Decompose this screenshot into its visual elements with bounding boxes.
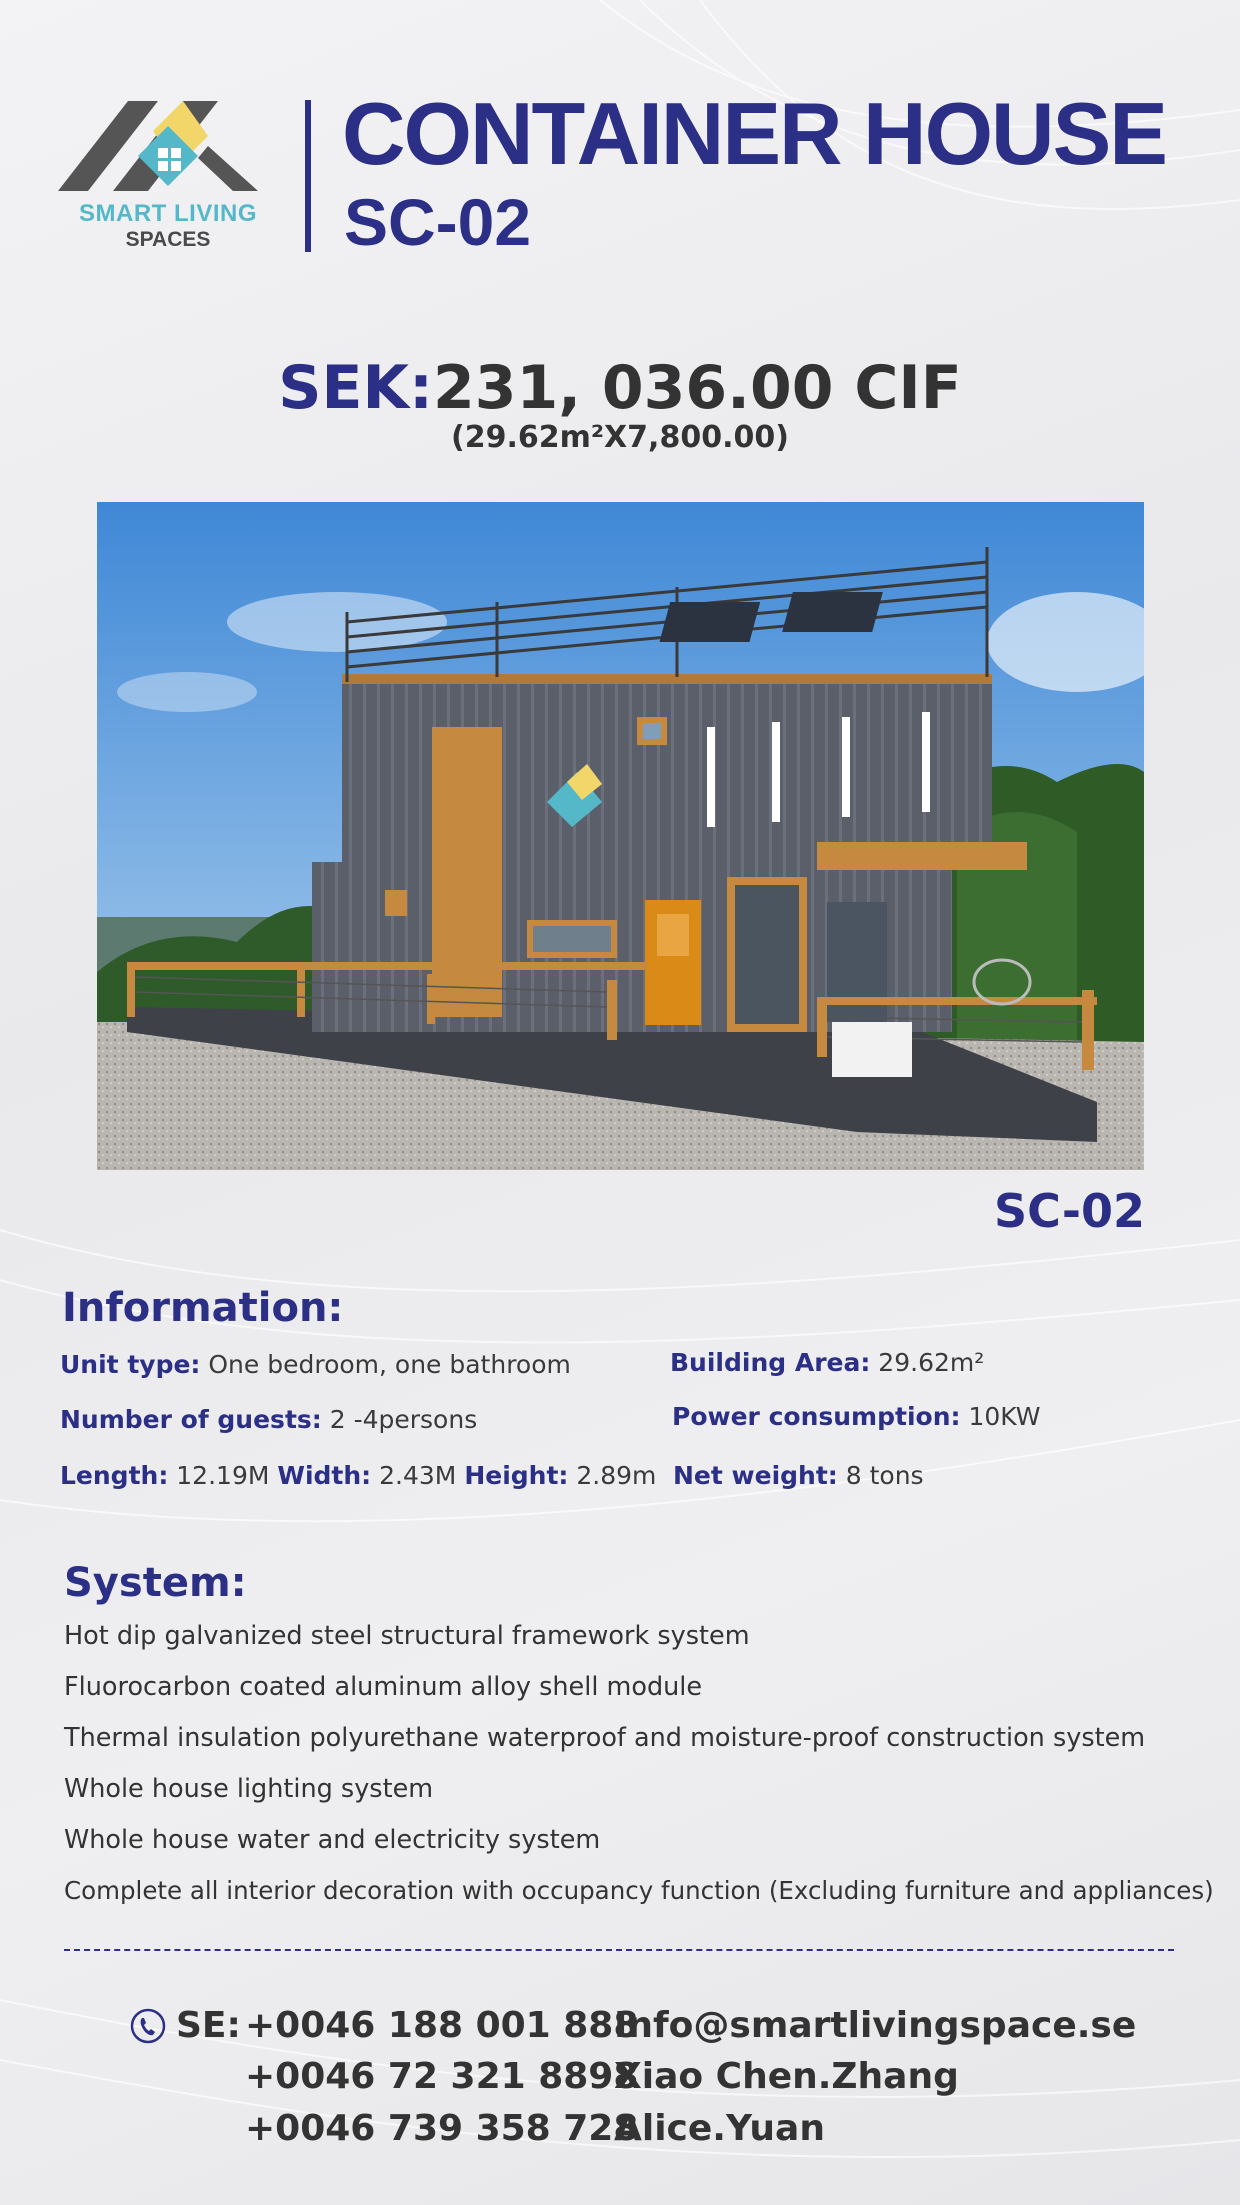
model-code: SC-02 <box>344 185 532 259</box>
system-heading: System: <box>64 1560 247 1606</box>
number-of-guests <box>60 1405 477 1434</box>
list-item: Thermal insulation polyurethane waterproof and moisture-proof construction system <box>64 1723 1146 1753</box>
power-consumption <box>672 1402 1040 1431</box>
contact-name: Alice.Yuan <box>614 2108 825 2149</box>
email-link[interactable]: Info@smartlivingspace.se <box>614 2005 1137 2046</box>
phone-number[interactable]: +0046 739 358 728 <box>245 2108 639 2149</box>
logo-mark-icon <box>58 96 278 196</box>
phone-number[interactable]: +0046 188 001 888 <box>245 2005 639 2046</box>
list-item: Whole house lighting system <box>64 1774 434 1804</box>
container-house-photo <box>97 502 1144 1170</box>
power-value: 10KW <box>960 1402 1041 1431</box>
price-line <box>0 350 1240 426</box>
company-logo <box>58 96 278 256</box>
region-label: SE: <box>176 2005 241 2046</box>
unit-type-label: Unit type: <box>60 1350 201 1379</box>
photo-caption: SC-02 <box>993 1184 1145 1238</box>
height-label: Height: <box>464 1461 569 1490</box>
weight-label: Net weight: <box>673 1461 838 1490</box>
length-value: 12.19M <box>168 1461 278 1490</box>
building-area <box>670 1348 984 1377</box>
contact-name: Xiao Chen.Zhang <box>614 2056 959 2097</box>
price-currency: SEK: <box>278 353 433 423</box>
phone-number[interactable]: +0046 72 321 8898 <box>245 2056 639 2097</box>
header-divider <box>305 100 311 252</box>
system-list <box>64 1618 1214 1924</box>
price-calculation: (29.62m²X7,800.00) <box>451 420 789 455</box>
phone-icon <box>130 2008 166 2044</box>
guests-value: 2 -4persons <box>321 1405 478 1434</box>
unit-type-value: One bedroom, one bathroom <box>200 1350 571 1379</box>
width-label: Width: <box>277 1461 372 1490</box>
price-amount: 231, 036.00 CIF <box>432 353 962 423</box>
length-label: Length: <box>60 1461 169 1490</box>
page-title: CONTAINER HOUSE <box>342 84 1166 183</box>
logo-text-line1: SMART LIVING <box>79 200 257 227</box>
section-divider <box>64 1949 1174 1951</box>
area-value: 29.62m² <box>870 1348 985 1377</box>
dimensions <box>60 1461 656 1490</box>
list-item: Whole house water and electricity system <box>64 1825 601 1855</box>
list-item: Complete all interior decoration with occupancy function (Excluding furniture and appliances) <box>64 1876 1214 1905</box>
logo-text-line2: SPACES <box>125 228 211 251</box>
width-value: 2.43M <box>371 1461 465 1490</box>
weight-value: 8 tons <box>837 1461 924 1490</box>
information-heading: Information: <box>62 1285 344 1331</box>
height-value: 2.89m <box>568 1461 657 1490</box>
net-weight <box>673 1461 924 1490</box>
guests-label: Number of guests: <box>60 1405 322 1434</box>
unit-type <box>60 1350 571 1379</box>
list-item: Fluorocarbon coated aluminum alloy shell module <box>64 1672 703 1702</box>
list-item: Hot dip galvanized steel structural framework system <box>64 1621 750 1651</box>
power-label: Power consumption: <box>672 1402 961 1431</box>
area-label: Building Area: <box>670 1348 871 1377</box>
